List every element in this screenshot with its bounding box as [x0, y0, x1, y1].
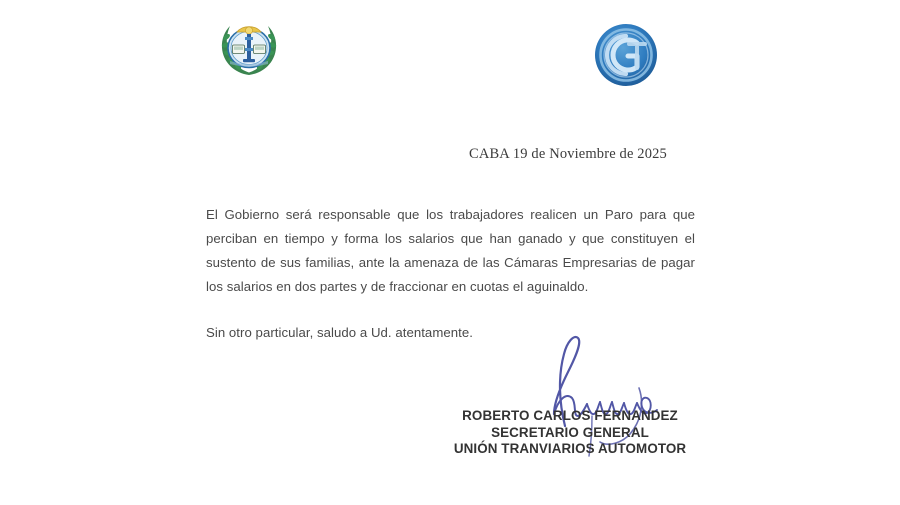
body-paragraph-2: Sin otro particular, saludo a Ud. atentamente.: [206, 325, 473, 340]
cgt-emblem-icon: [593, 22, 659, 88]
body-paragraph-1: El Gobierno será responsable que los trabajadores realicen un Paro para que perciban en tiempo y forma los salarios que han ganado y que constituyen el sustento de sus familias, ante la amenaza de las Cámaras Empresarias de pagar los salarios en dos partes y de fraccionar en cuotas el aguinaldo.: [206, 207, 695, 294]
signature-block: [440, 408, 700, 458]
date-line: CABA 19 de Noviembre de 2025: [469, 146, 667, 162]
letterhead: [0, 0, 900, 110]
signatory-organization: UNIÓN TRANVIARIOS AUTOMOTOR: [453, 441, 687, 456]
signatory-title: SECRETARIO GENERAL: [491, 424, 649, 440]
uta-emblem-icon: [218, 17, 280, 79]
signature-area: [440, 330, 700, 475]
letter-body: [206, 203, 695, 345]
signatory-name: ROBERTO CARLOS FERNANDEZ: [462, 408, 678, 423]
